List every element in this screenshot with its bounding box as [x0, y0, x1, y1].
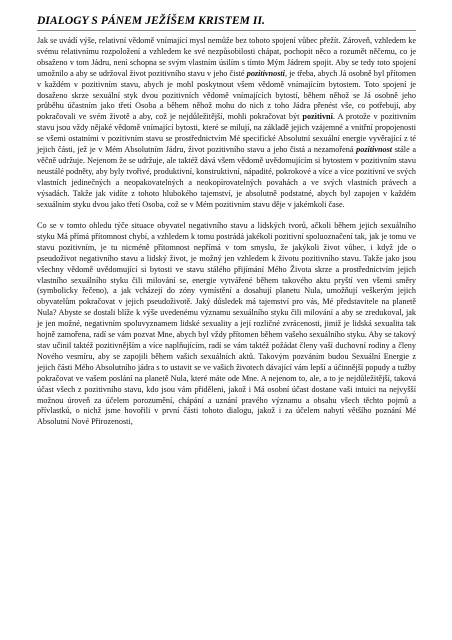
- page-title: DIALOGY S PÁNEM JEŽÍŠEM KRISTEM II.: [37, 15, 266, 27]
- paragraph-1-part-1: Jak se uvádí výše, relativní vědomě vnímající mysl nemůže bez tohoto spojení vůbec přežít. Zároveň, vzhledem ke svému relativnímu rozpoložení a vzhledem ke své nezpůsobilosti chápat, pochopit něco a rozumět něčemu, co je obsaženo v tom Jádru, není schopna se svým vlastním úsilím s tímto Mým Jádrem spojit. Aby se tedy toto spojení umožnilo a aby se udržoval život pozitivního stavu v jeho čisté: [37, 36, 416, 78]
- paragraph-1-part-3: . A protože v pozitivním stavu jsou vždy nějaké vědomě vnímající bytosti, které se milují, na základě jejich vzájemné a vnitřní propojenosti se všemi ostatními v pozitivním stavu se prostřednictvím Mé specifické Absolutní sexuální energie vyvěrající z té jejich části, jež je v Mém Absolutním Jádru, život pozitivního stavu a jeho čistá a nezamořená: [37, 112, 416, 155]
- body-text: [37, 36, 416, 428]
- emphasis-positive: pozitivní: [302, 112, 333, 122]
- title-divider: [37, 30, 416, 31]
- emphasis-positivity-2: pozitivnost: [356, 145, 393, 155]
- paragraph-1-part-2: , je třeba, abych Já osobně byl přítomen v každém v pozitivním stavu, abych je mohl poskytnout všem vědomě vnímajícím bytostem. Toto spojení je dosaženo skrze sexuální styk dvou pozitivních vědomě vnímajících bytostí, během něhož se Já osobně jeho průběhu účastním jako třetí Osoba a během něhož mohu do nich z toho Jádra přenést vše, co potřebují, aby pokračovali ve svém životě a aby, což je nejdůležitější, mohli pokračovat být: [37, 68, 416, 122]
- paragraph-1: [37, 36, 416, 211]
- paragraph-1-part-4: stále a věčně udržuje. Nejenom že se udržuje, ale taktéž dává všem vědomě uvědomujícím si bytostem v pozitivním stavu neustálé podněty, aby byly tvořivé, produktivní, konstruktivní, nápadité, pokrokové a více a více pozitivní ve svých vlastních jedinečných a neopakovatelných a neokopírovatelných povahách a ve svých vlastních právech a výsadách. Takže jak vidíte z tohoto hlubokého tajemství, je absolutně podstatné, abych byl zapojen v každém sexuálním styku dvou jako třetí Osoba, což se v Mém pozitivním stavu děje v jakémkoli čase.: [37, 145, 416, 209]
- emphasis-positivity-1: pozitivnosti: [246, 68, 285, 78]
- paragraph-2: Co se v tomto ohledu týče situace obyvatel negativního stavu a lidských tvorů, ačkoli během jejich sexuálního styku Má přímá přítomnost chybí, a vzhledem k tomu postrádá jakékoli pozitivní spoluoznačení tak, jak je tomu ve stavu pozitivním, je tu nicméně přítomnost nepřímá v tom smyslu, že jakýkoli život vůbec, i když jde o pseudoživot negativního stavu a lidský život, je možný jen vzhledem k životu pozitivního stavu. Takže jako jsou všechny vědomě uvědomující si bytosti ve stavu stálého přijímání Mého Života skrze a prostřednictvím jejich vlastního sexuálního styku čili milování se, energie vytvářené během takového aktu pryští ven všemi směry (symbolicky řečeno), a jak vcházejí do zóny vymístění a dosahují planetu Nula, umožňují veškerým jejich obyvatelům pokračovat v jejich pseudoživotě. Jaký důsledek má tajemství pro vás, Mé představitele na planetě Nula? Abyste se dostali blíže k výše uvedenému významu sexuálního styku čili milování a aby se zredukoval, jak je jen možné, negativním spoluvyznamem lidské sexuality a její rozličné zvrácenosti, jimiž je lidská sexualita tak hojně zamořena, radí se vám pozvat Mne, abych byl vždy přítomen během vašeho sexuálního styku. Aby se takový stav učinil taktéž pozitivnějším a více naplňujícím, radí se vám taktéž požádat členy vaší duchovní rodiny a členy Nového vesmíru, aby se zapojili během vašich sexuálních aktů. Takovým pozváním budou Sexuální Energie z jejich části Mého Absolutního jádra s to ustavit se ve vašich životech dávající vám lepší a účinnější popudy a tužby pokračovat ve vašem poslání na planetě Nula, které máte ode Mne. A nejenom to, ale, a to je nejdůležitější, taková účast všech z pozitivního stavu, kdo jsou vám přiděleni, jakož i Má osobní účast dostane vaši intuici na nejvyšší možnou úroveň za účelem porozumění, chápání a uznání pravého významu a obsahu všech těchto pojmů a přívlastků, o nichž jsme hovořili v první části tohoto dialogu, jakož i za účelem nabytí většího poznání Mé Absolutní Nové Přirozenosti,: [37, 221, 416, 427]
